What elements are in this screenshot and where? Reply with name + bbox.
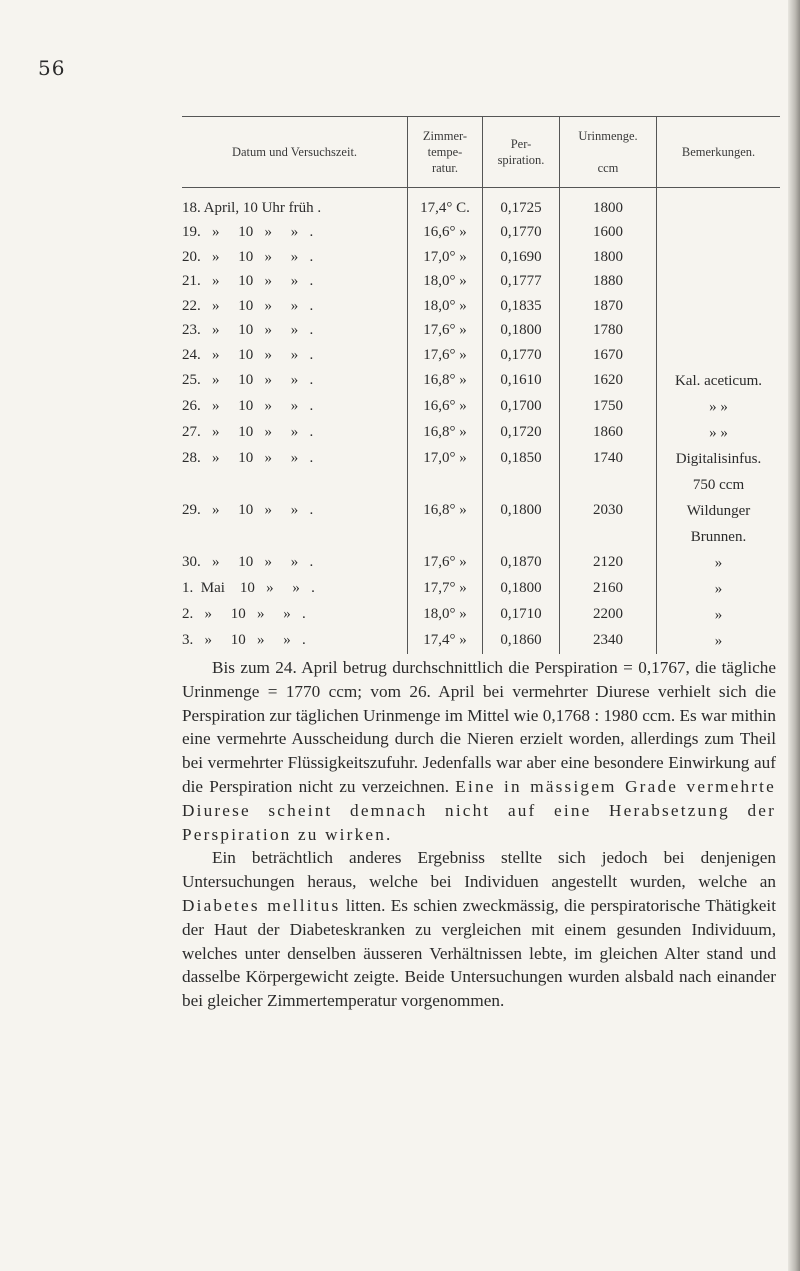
row-temp: 17,6° »	[408, 550, 483, 576]
paragraph-2	[182, 846, 776, 1013]
header-persp: Per- spiration.	[483, 117, 560, 188]
header-urin: Urinmenge. ccm	[560, 117, 657, 188]
row-perspiration: 0,1770	[483, 221, 560, 246]
row-urine: 2120	[560, 550, 657, 576]
paragraph-2-text-a: Ein beträchtlich anderes Ergebniss stellte sich jedoch bei denjenigen Untersuchungen heraus, welche bei Individuen angestellt wurden, welche an	[182, 848, 776, 892]
row-temp: 18,0° »	[408, 270, 483, 295]
table-row	[182, 221, 780, 246]
row-perspiration: 0,1870	[483, 550, 560, 576]
row-note	[657, 245, 781, 270]
row-date: 1. Mai 10 » » .	[182, 580, 315, 596]
row-note: »	[657, 602, 781, 628]
table-row	[182, 602, 780, 628]
row-urine: 2340	[560, 628, 657, 654]
row-note	[657, 188, 781, 221]
table-row	[182, 628, 780, 654]
row-urine: 1750	[560, 394, 657, 420]
row-urine: 1740	[560, 446, 657, 472]
row-date: 21. » 10 » » .	[182, 273, 314, 290]
table-row	[182, 550, 780, 576]
row-date: 25. » 10 » » .	[182, 372, 314, 388]
row-perspiration: 0,1800	[483, 319, 560, 344]
row-temp: 17,7° »	[408, 576, 483, 602]
row-urine: 1870	[560, 294, 657, 319]
row-date: 20. » 10 » » .	[182, 248, 314, 265]
row-perspiration: 0,1770	[483, 343, 560, 368]
paragraph-2-spaced: Diabetes mellitus	[182, 895, 341, 915]
row-note: »	[657, 576, 781, 602]
row-perspiration: 0,1800	[483, 576, 560, 602]
paragraph-1	[182, 656, 776, 846]
row-urine: 1600	[560, 221, 657, 246]
body-text	[182, 656, 776, 1013]
row-note: Digitalisinfus.	[657, 446, 781, 472]
row-temp: 18,0° »	[408, 294, 483, 319]
row-date: 18. April, 10 Uhr früh .	[182, 199, 322, 216]
row-date: 2. » 10 » » .	[182, 606, 306, 622]
row-urine: 2200	[560, 602, 657, 628]
row-date: 30. » 10 » » .	[182, 554, 314, 570]
paragraph-1-spaced: Eine in mässigem Grade vermehrte Diurese scheint demnach nicht auf eine Herabsetzung der Perspiration zu wirken.	[182, 776, 776, 844]
row-note: 750 ccm Wildunger Brunnen.	[657, 472, 781, 550]
row-urine: 1670	[560, 343, 657, 368]
row-temp: 17,0° »	[408, 446, 483, 472]
table-row	[182, 319, 780, 344]
data-table	[182, 116, 780, 654]
row-note	[657, 270, 781, 295]
row-date: 19. » 10 » » .	[182, 224, 314, 241]
row-urine: 2030	[560, 472, 657, 550]
row-urine: 1620	[560, 368, 657, 394]
row-temp: 18,0° »	[408, 602, 483, 628]
row-perspiration: 0,1725	[483, 188, 560, 221]
row-note: » »	[657, 420, 781, 446]
row-date: 29. » 10 » » .	[182, 502, 314, 518]
row-date: 24. » 10 » » .	[182, 346, 314, 363]
row-urine: 1800	[560, 245, 657, 270]
row-perspiration: 0,1700	[483, 394, 560, 420]
row-date: 3. » 10 » » .	[182, 632, 306, 648]
row-urine: 1860	[560, 420, 657, 446]
row-date: 27. » 10 » » .	[182, 424, 314, 440]
row-date: 28. » 10 » » .	[182, 450, 314, 466]
table-row	[182, 294, 780, 319]
row-temp: 17,6° »	[408, 343, 483, 368]
row-note: » »	[657, 394, 781, 420]
row-perspiration: 0,1777	[483, 270, 560, 295]
table-header-row	[182, 117, 780, 188]
row-date: 26. » 10 » » .	[182, 398, 314, 414]
row-perspiration: 0,1860	[483, 628, 560, 654]
row-note: Kal. aceticum.	[657, 368, 781, 394]
row-perspiration: 0,1710	[483, 602, 560, 628]
row-note	[657, 294, 781, 319]
paragraph-2-text-b: litten. Es schien zweckmässig, die perspiratorische Thätigkeit der Haut der Diabeteskranken zu vergleichen mit einem gesunden Individuum, welches unter denselben äusseren Verhältnissen lebte, im gleichen Alter stand und dasselbe Körpergewicht zeigte. Beide Untersuchungen wurden alsbald nach einander bei gleicher Zimmertemperatur vorgenommen.	[182, 895, 776, 1011]
table-row	[182, 472, 780, 550]
table-row	[182, 245, 780, 270]
row-temp: 16,6° »	[408, 221, 483, 246]
row-urine: 1780	[560, 319, 657, 344]
row-temp: 17,4° »	[408, 628, 483, 654]
row-perspiration: 0,1850	[483, 446, 560, 472]
header-date: Datum und Versuchszeit.	[182, 117, 408, 188]
row-temp: 16,6° »	[408, 394, 483, 420]
table-row	[182, 446, 780, 472]
row-date: 22. » 10 » » .	[182, 297, 314, 314]
row-temp: 17,6° »	[408, 319, 483, 344]
header-note: Bemerkungen.	[657, 117, 781, 188]
table-row	[182, 343, 780, 368]
row-perspiration: 0,1610	[483, 368, 560, 394]
row-temp: 17,4° C.	[408, 188, 483, 221]
row-note: »	[657, 550, 781, 576]
row-note	[657, 343, 781, 368]
row-note: »	[657, 628, 781, 654]
row-perspiration: 0,1720	[483, 420, 560, 446]
header-temp: Zimmer- tempe- ratur.	[408, 117, 483, 188]
table-row	[182, 394, 780, 420]
row-note	[657, 319, 781, 344]
row-urine: 2160	[560, 576, 657, 602]
row-temp: 16,8° »	[408, 368, 483, 394]
table-body	[182, 188, 780, 654]
row-perspiration: 0,1690	[483, 245, 560, 270]
row-urine: 1880	[560, 270, 657, 295]
row-urine: 1800	[560, 188, 657, 221]
table-row	[182, 270, 780, 295]
row-temp: 17,0° »	[408, 245, 483, 270]
table-row	[182, 188, 780, 221]
row-perspiration: 0,1835	[483, 294, 560, 319]
table-row	[182, 368, 780, 394]
row-temp: 16,8° »	[408, 472, 483, 550]
row-date: 23. » 10 » » .	[182, 322, 314, 339]
row-temp: 16,8° »	[408, 420, 483, 446]
page-edge-shadow	[788, 0, 800, 1271]
row-note	[657, 221, 781, 246]
page-number: 56	[38, 56, 66, 80]
table-row	[182, 420, 780, 446]
row-perspiration: 0,1800	[483, 472, 560, 550]
paragraph-1-text: Bis zum 24. April betrug durchschnittlich die Perspiration = 0,1767, die tägliche Urinmenge = 1770 ccm; vom 26. April bei vermehrter Diurese verhielt sich die Perspiration zur täglichen Urinmenge im Mittel wie 0,1768 : 1980 ccm. Es war mithin eine vermehrte Ausscheidung durch die Nieren erzielt worden, allerdings zum Theil bei vermehrter Flüssigkeitszufuhr. Jedenfalls war aber eine besondere Einwirkung auf die Perspiration nicht zu verzeichnen.	[182, 658, 776, 796]
table-row	[182, 576, 780, 602]
